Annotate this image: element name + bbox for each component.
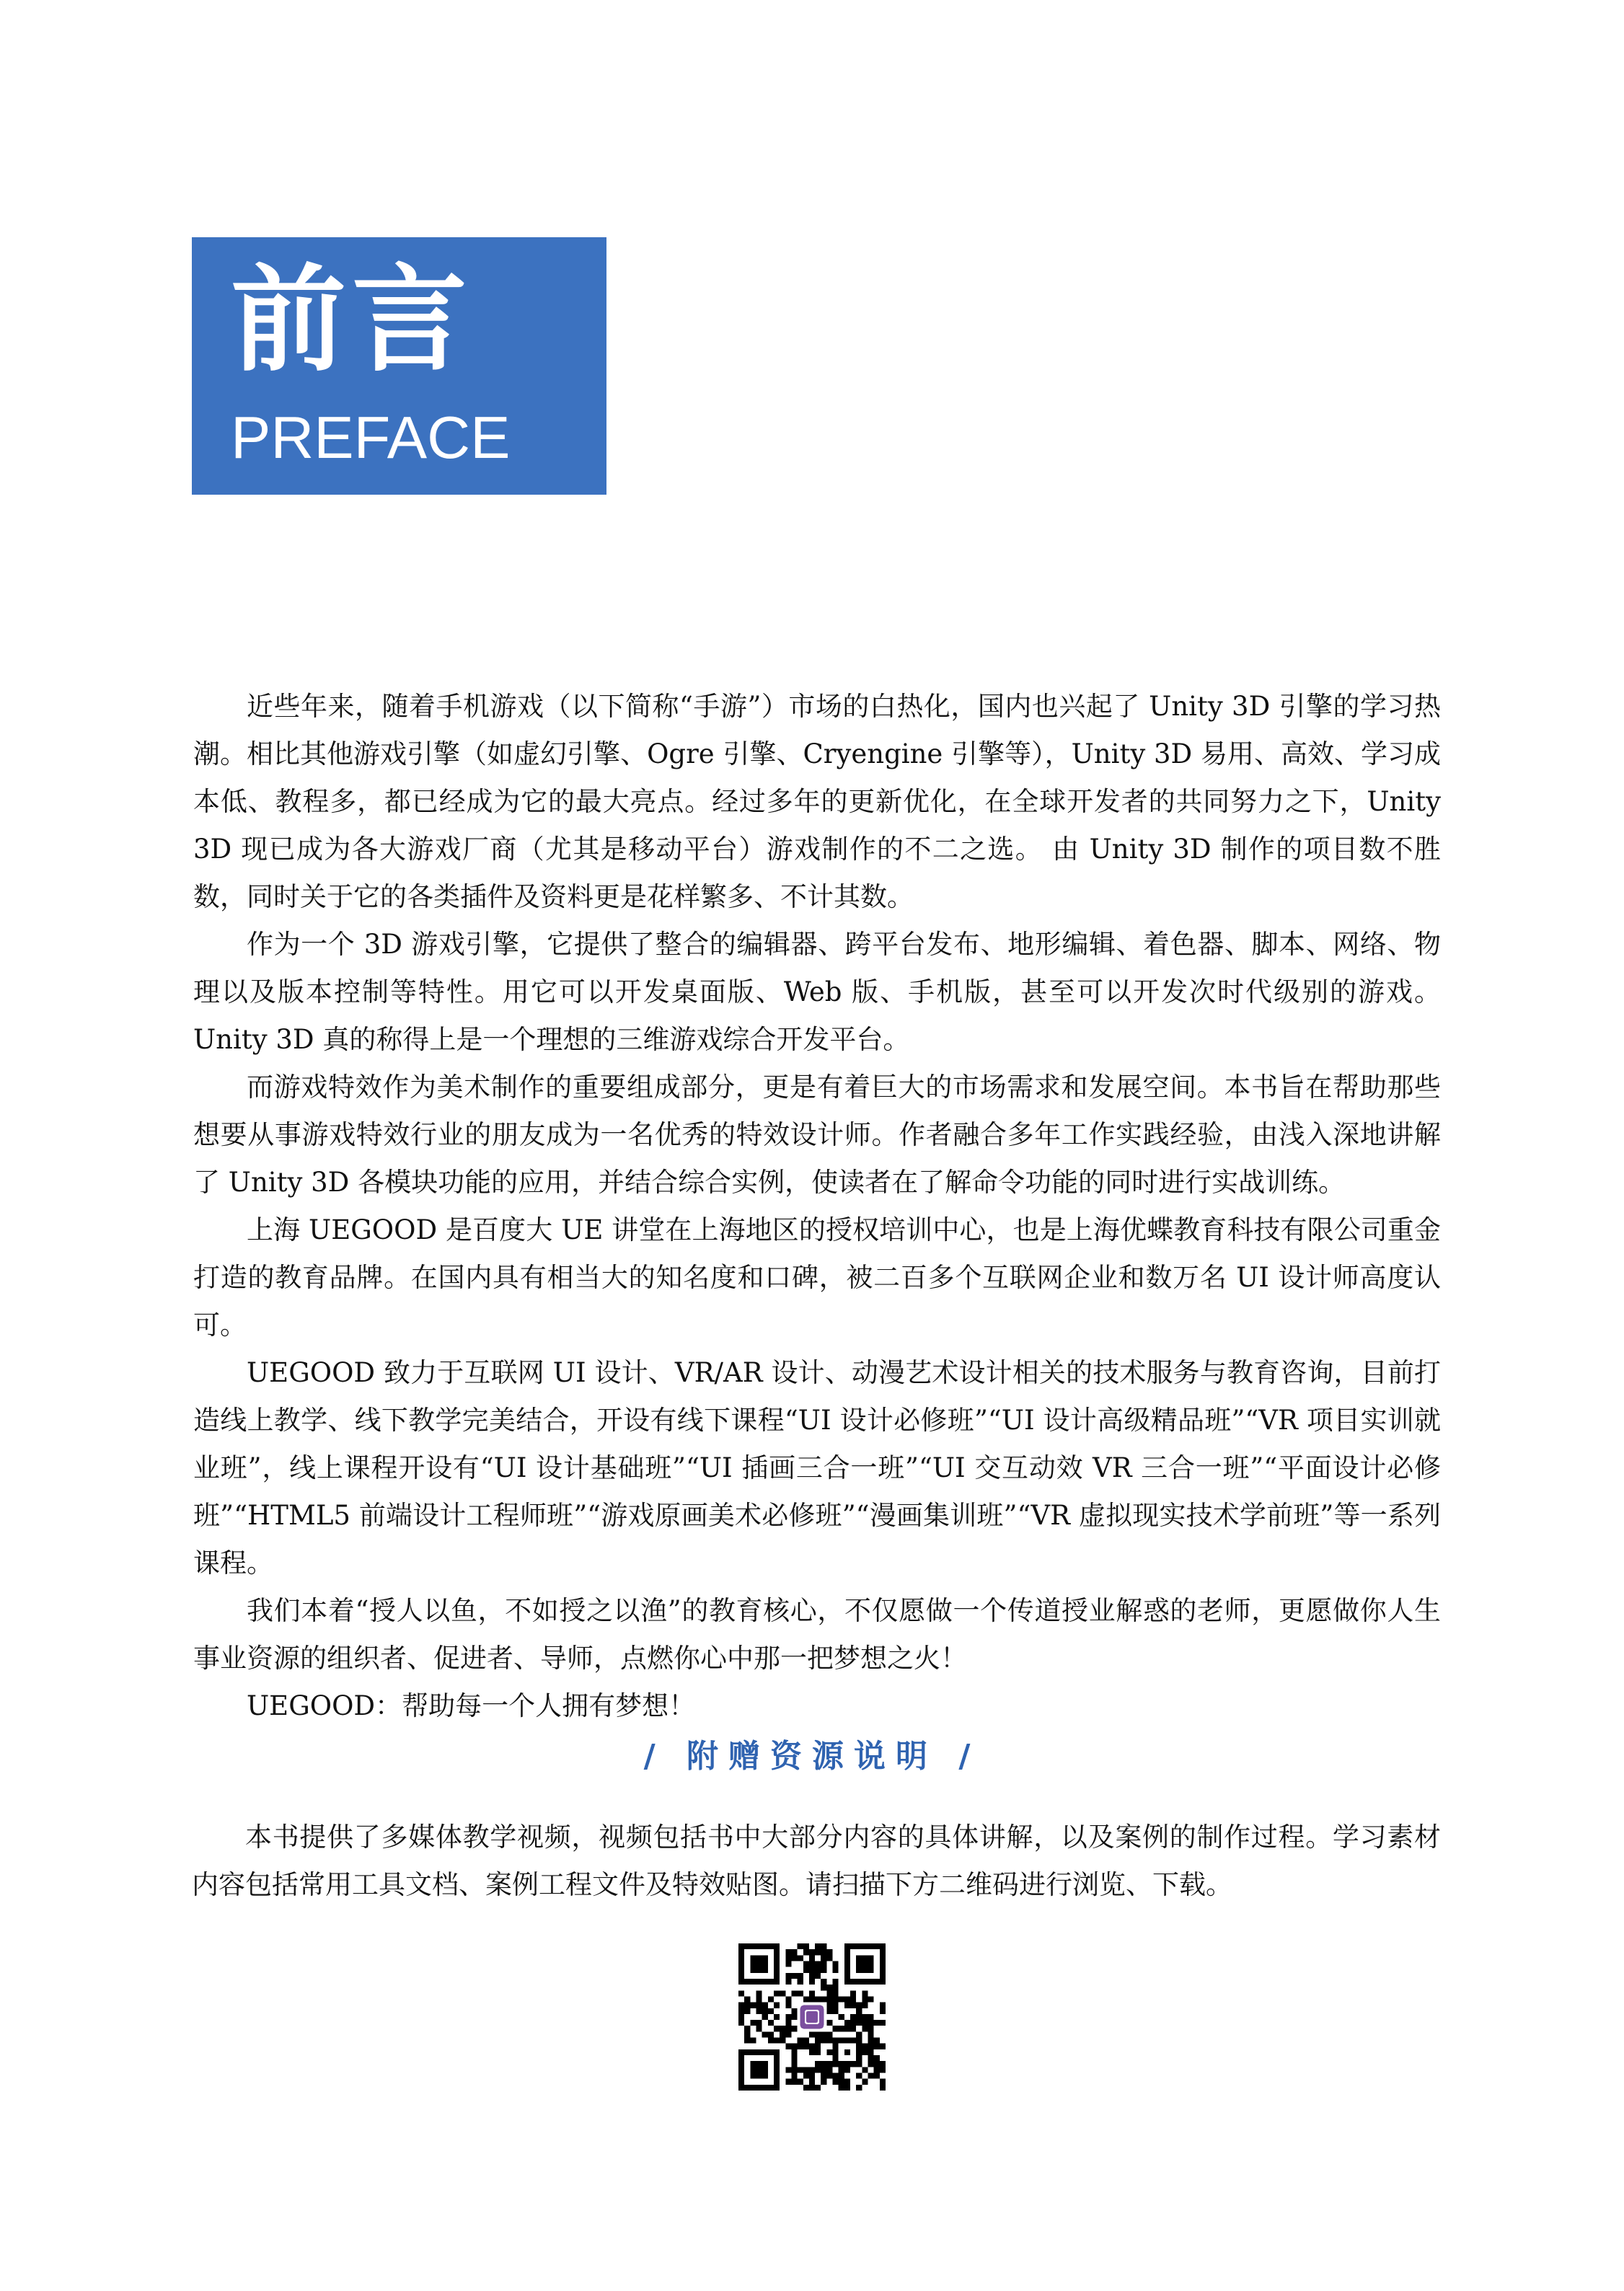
qr-code-icon [738,1943,886,2091]
preface-body [193,683,1441,1730]
qr-code-image [738,1943,886,2091]
page-title: 前言 [231,252,474,387]
title-block [192,237,606,495]
paragraph: 作为一个 3D 游戏引擎，它提供了整合的编辑器、跨平台发布、地形编辑、着色器、脚本、网络、物理以及版本控制等特性。用它可以开发桌面版、Web 版、手机版，甚至可以开发次时代级别的游戏。Unity 3D 真的称得上是一个理想的三维游戏综合开发平台。 [193,929,1441,1055]
paragraph: 本书提供了多媒体教学视频，视频包括书中大部分内容的具体讲解，以及案例的制作过程。学习素材内容包括常用工具文档、案例工程文件及特效贴图。请扫描下方二维码进行浏览、下载。 [192,1822,1441,1900]
paragraph: UEGOOD：帮助每一个人拥有梦想！ [247,1690,696,1721]
paragraph: 而游戏特效作为美术制作的重要组成部分，更是有着巨大的市场需求和发展空间。本书旨在帮助那些想要从事游戏特效行业的朋友成为一名优秀的特效设计师。作者融合多年工作实践经验，由浅入深地讲解了 Unity 3D 各模块功能的应用，并结合综合实例，使读者在了解命令功能的同时进行实战训练。 [193,1072,1441,1198]
resource-heading: / 附赠资源说明 / [643,1738,981,1775]
paragraph: 上海 UEGOOD 是百度大 UE 讲堂在上海地区的授权培训中心，也是上海优蝶教育科技有限公司重金打造的教育品牌。在国内具有相当大的知名度和口碑，被二百多个互联网企业和数万名 UI 设计师高度认可。 [193,1214,1441,1341]
page-subtitle: PREFACE [231,404,511,471]
paragraph: 近些年来，随着手机游戏（以下简称“手游”）市场的白热化，国内也兴起了 Unity 3D 引擎的学习热潮。相比其他游戏引擎（如虚幻引擎、Ogre 引擎、Cryengine 引擎等），Unity 3D 易用、高效、学习成本低、教程多，都已经成为它的最大亮点。经过多年的更新优化，在全球开发者的共同努力之下，Unity 3D 现已成为各大游戏厂商（尤其是移动平台）游戏制作的不二之选。 由 Unity 3D 制作的项目数不胜数，同时关于它的各类插件及资料更是花样繁多、不计其数。 [193,691,1441,912]
paragraph: 我们本着“授人以鱼，不如授之以渔”的教育核心，不仅愿做一个传道授业解惑的老师，更愿做你人生事业资源的组织者、促进者、导师，点燃你心中那一把梦想之火！ [193,1595,1441,1674]
paragraph: UEGOOD 致力于互联网 UI 设计、VR/AR 设计、动漫艺术设计相关的技术服务与教育咨询，目前打造线上教学、线下教学完美结合，开设有线下课程“UI 设计必修班”“UI 设计高级精品班”“VR 项目实训就业班”，线上课程开设有“UI 设计基础班”“UI 插画三合一班”“UI 交互动效 VR 三合一班”“平面设计必修班”“HTML5 前端设计工程师班”“游戏原画美术必修班”“漫画集训班”“VR 虚拟现实技术学前班”等一系列课程。 [193,1357,1441,1579]
resource-description [192,1814,1441,1909]
